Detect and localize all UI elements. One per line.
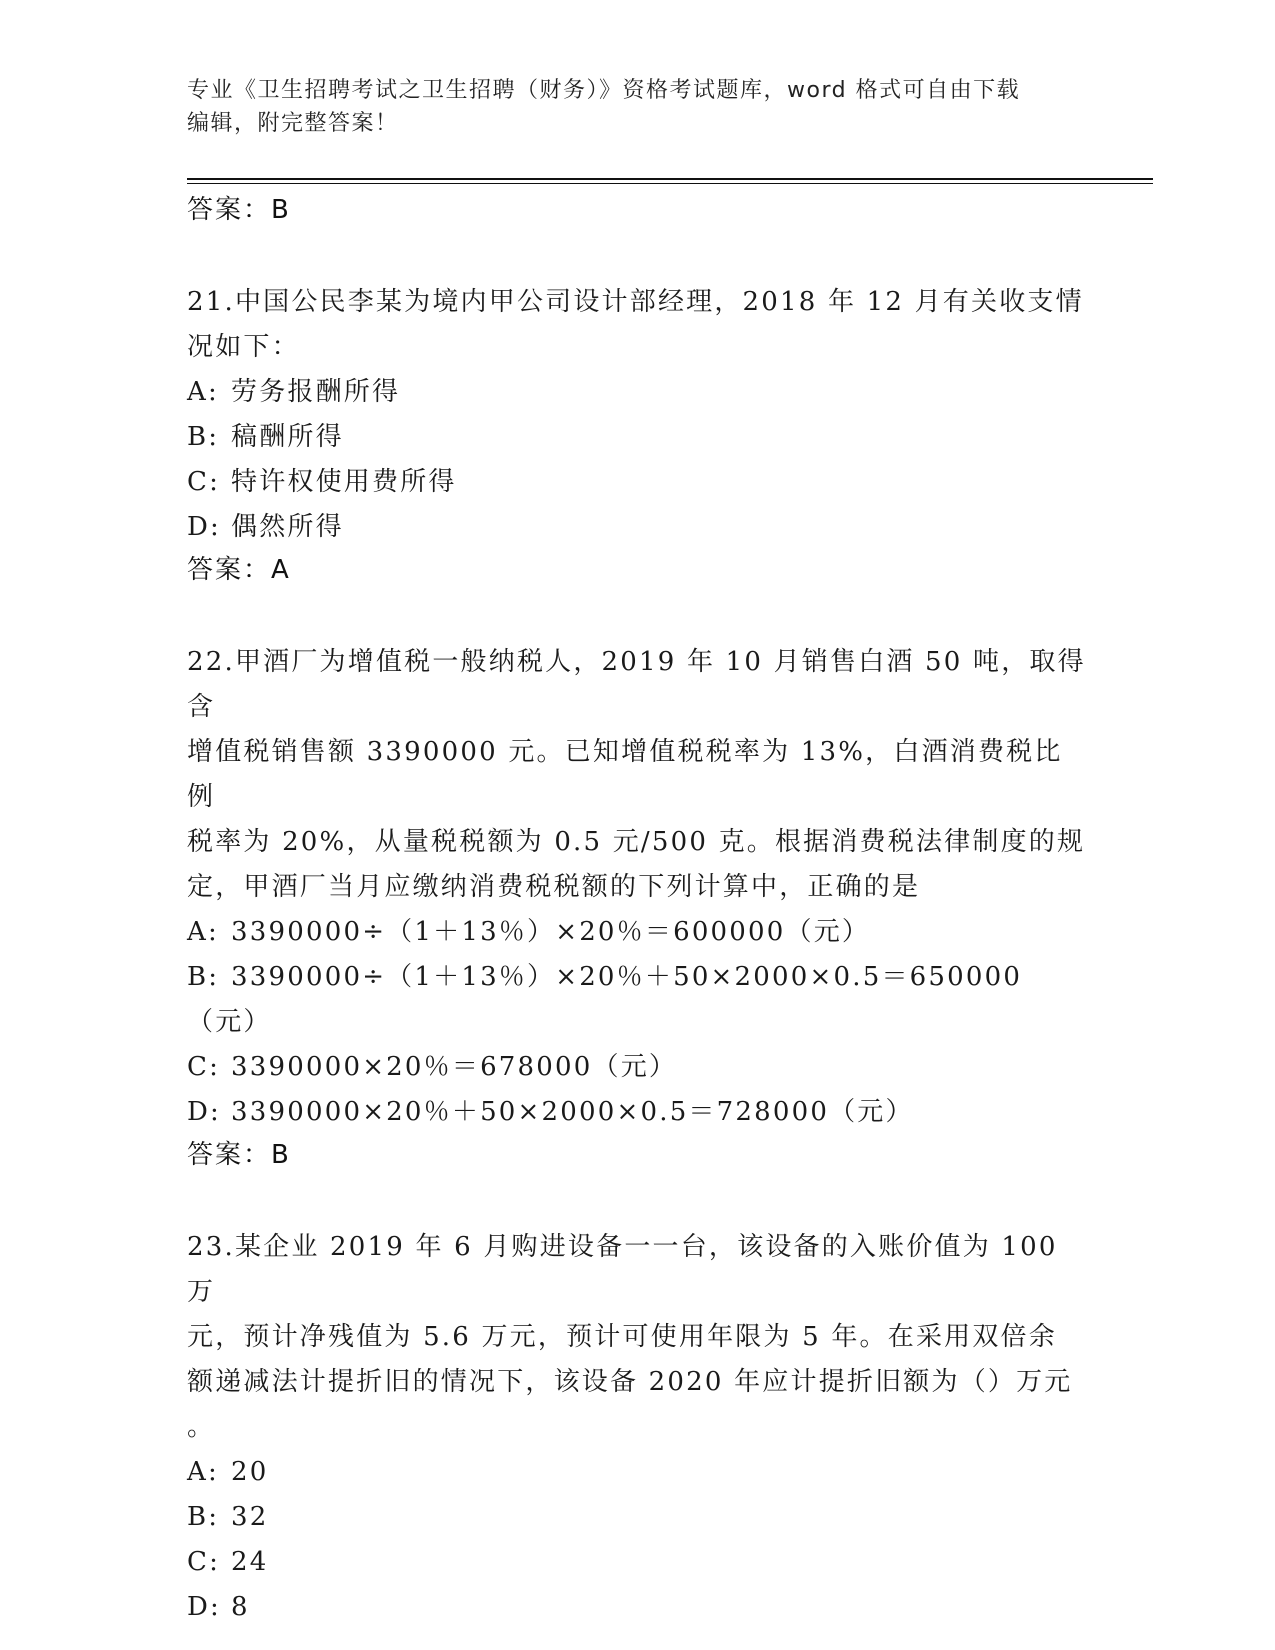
header-line-1: 专业《卫生招聘考试之卫生招聘（财务）》资格考试题库，word 格式可自由下载 [187,78,1021,103]
option-label: B: [187,962,220,992]
option-b [187,955,1087,1045]
option-text: 3390000×20％＝678000（元） [231,1052,678,1082]
question-text-line: 额递减法计提折旧的情况下，该设备 2020 年应计提折旧额为（）万元 [187,1367,1073,1397]
option-label: D: [187,512,222,542]
option-label: C: [187,1547,221,1577]
header-divider-thin [187,183,1153,184]
option-text: 特许权使用费所得 [231,467,457,497]
option-text: 3390000÷（1＋13％）×20％＝600000（元） [231,917,871,947]
question-text-line: 增值税销售额 3390000 元。已知增值税税率为 13%，白酒消费税比例 [187,737,1063,812]
option-text: 20 [231,1457,269,1487]
option-text: 劳务报酬所得 [231,377,401,407]
option-b [187,1495,1087,1540]
option-a [187,370,1087,415]
option-label: A: [187,377,219,407]
previous-answer: 答案：B [187,195,291,225]
option-label: D: [187,1097,222,1127]
option-c [187,1045,1087,1090]
question-text-line: 元，预计净残值为 5.6 万元，预计可使用年限为 5 年。在采用双倍余 [187,1322,1057,1352]
question-text-line: 23.某企业 2019 年 6 月购进设备一一台，该设备的入账价值为 100 万 [187,1232,1058,1307]
option-label: D: [187,1592,222,1622]
question-22 [187,640,1087,1175]
option-label: A: [187,1457,219,1487]
answer: 答案：B [187,1140,291,1170]
document-header [187,74,1087,140]
document-body [187,190,1087,1630]
option-label: A: [187,917,219,947]
header-divider-thick [187,178,1153,180]
question-text-line: 22.甲酒厂为增值税一般纳税人，2019 年 10 月销售白酒 50 吨，取得含 [187,647,1086,722]
question-text-line: 税率为 20%，从量税税额为 0.5 元/500 克。根据消费税法律制度的规 [187,827,1086,857]
option-text: 偶然所得 [231,512,344,542]
header-line-2: 编辑，附完整答案！ [187,111,399,136]
option-a [187,910,1087,955]
question-text-line: 定，甲酒厂当月应缴纳消费税税额的下列计算中，正确的是 [187,872,921,902]
question-text-line: 。 [187,1412,216,1442]
option-text: 3390000÷（1＋13％）×20％＋50×2000×0.5＝650000（元） [187,962,1023,1037]
question-21 [187,280,1087,590]
option-c [187,1540,1087,1585]
option-d [187,1585,1087,1630]
option-label: B: [187,422,220,452]
option-d [187,505,1087,550]
question-23 [187,1225,1087,1630]
option-b [187,415,1087,460]
answer: 答案：A [187,555,291,585]
option-label: C: [187,467,221,497]
option-text: 稿酬所得 [231,422,344,452]
option-c [187,460,1087,505]
option-text: 3390000×20％＋50×2000×0.5＝728000（元） [231,1097,914,1127]
option-d [187,1090,1087,1135]
option-label: C: [187,1052,221,1082]
option-text: 24 [231,1547,269,1577]
question-text-line: 况如下： [187,332,300,362]
option-label: B: [187,1502,220,1532]
question-text-line: 21.中国公民李某为境内甲公司设计部经理，2018 年 12 月有关收支情 [187,287,1084,317]
option-text: 8 [231,1592,250,1622]
option-text: 32 [231,1502,269,1532]
option-a [187,1450,1087,1495]
